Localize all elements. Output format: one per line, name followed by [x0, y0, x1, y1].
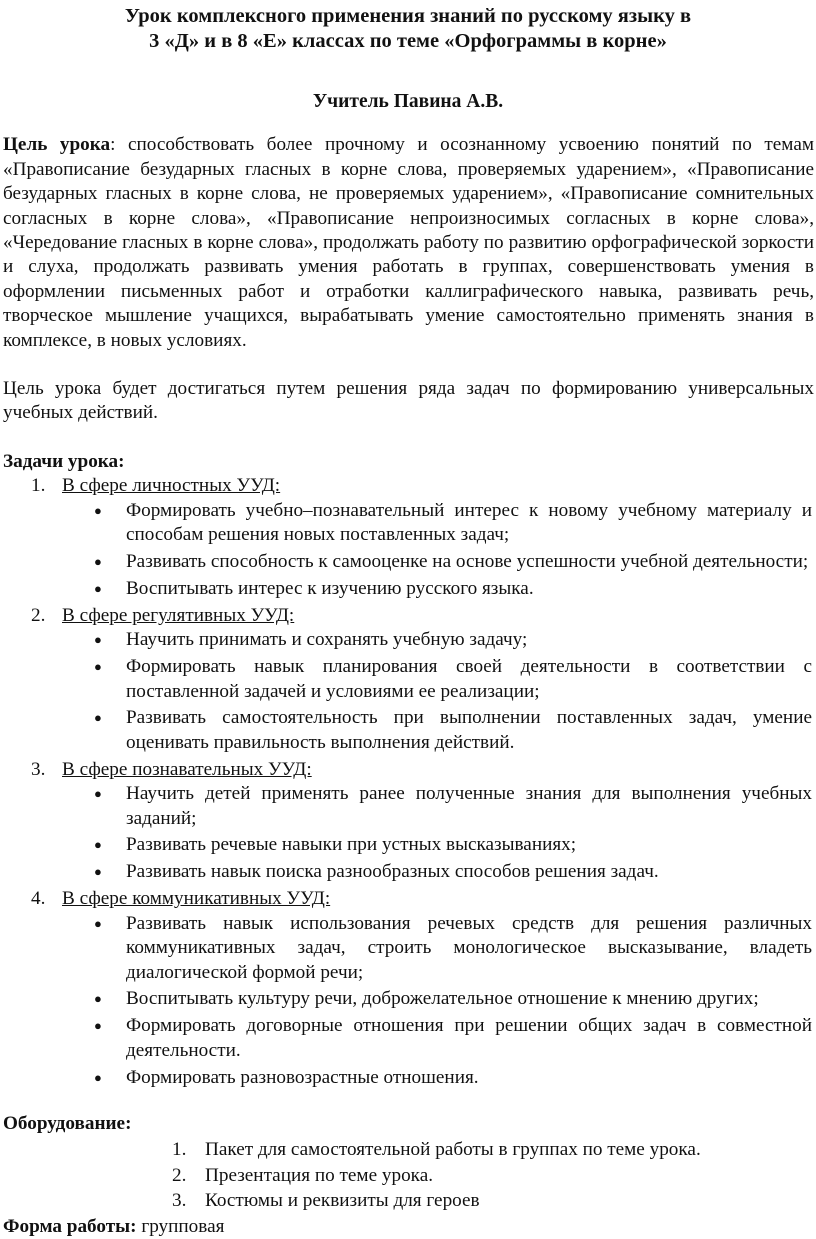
list-item-text: Воспитывать интерес к изучению русского языка.	[126, 577, 534, 599]
list-item	[0, 706, 816, 755]
work-form-value: групповая	[136, 1215, 225, 1237]
task-sphere	[0, 887, 816, 1090]
work-form-label: Форма работы:	[3, 1215, 137, 1237]
equipment-text: Презентация по теме урока.	[205, 1164, 434, 1186]
bullet-icon: ●	[94, 864, 102, 880]
list-item	[0, 782, 816, 831]
sphere-heading	[0, 758, 816, 782]
sphere-title: В сфере личностных УУД:	[62, 475, 281, 497]
list-item	[0, 1014, 816, 1063]
title-line-2: 3 «Д» и в 8 «Е» классах по теме «Орфограммы в корне»	[149, 29, 667, 52]
list-item-text: Формировать учебно–познавательный интерес к новому учебному материалу и способам решения новых поставленных задач;	[126, 499, 812, 546]
equipment-number: 1.	[172, 1139, 187, 1161]
bullet-icon: ●	[94, 580, 102, 596]
list-item	[0, 860, 816, 884]
document-page	[0, 4, 816, 1239]
sphere-bullets	[0, 782, 816, 885]
list-item	[0, 577, 816, 601]
equipment-heading: Оборудование:	[3, 1113, 132, 1135]
sphere-title: В сфере коммуникативных УУД:	[62, 888, 331, 910]
sphere-title: В сфере регулятивных УУД:	[62, 604, 295, 626]
task-sphere	[0, 604, 816, 755]
goal-means: Цель урока будет достигаться путем решения ряда задач по формированию универсальных учебных действий.	[3, 378, 814, 424]
tasks-heading: Задачи урока:	[3, 450, 125, 472]
bullet-icon: ●	[94, 915, 102, 931]
sphere-number: 4.	[31, 888, 46, 910]
sphere-bullets	[0, 628, 816, 755]
bullet-icon: ●	[94, 837, 102, 853]
equipment-text: Пакет для самостоятельной работы в группах по теме урока.	[205, 1139, 701, 1161]
task-sphere	[0, 474, 816, 601]
bullet-icon: ●	[94, 786, 102, 802]
bullet-icon: ●	[94, 710, 102, 726]
tasks-list	[0, 474, 816, 1090]
sphere-title: В сфере познавательных УУД:	[62, 758, 312, 780]
sphere-number: 3.	[31, 758, 46, 780]
sphere-bullets	[0, 499, 816, 602]
bullet-icon: ●	[94, 1018, 102, 1034]
list-item-text: Научить принимать и сохранять учебную задачу;	[126, 629, 528, 651]
list-item-text: Развивать способность к самооценке на основе успешности учебной деятельности;	[126, 551, 809, 572]
bullet-icon: ●	[94, 632, 102, 648]
list-item	[0, 833, 816, 857]
list-item-text: Развивать самостоятельность при выполнении поставленных задач, умение оценивать правильность выполнения действий.	[126, 707, 812, 753]
bullet-icon: ●	[94, 991, 102, 1007]
goal-text: : способствовать более прочному и осознанному усвоению понятий по темам «Правописание безударных гласных в корне слова, проверяемых ударением», «Правописание безударных гласных в корне слова, не проверяемых ударением», «Правописание сомнительных согласных в корне слова», «Правописание непроизносимых согласных в корне слова», «Чередование гласных в корне слова», продолжать работу по развитию орфографической зоркости и слуха, продолжать развивать умения работать в группах, совершенствовать умения в оформлении письменных работ и отработки каллиграфического навыка, развивать речь, творческое мышление учащихся, вырабатывать умение самостоятельно применять знания в комплексе, в новых условиях.	[3, 134, 814, 351]
goal-label: Цель урока	[3, 134, 111, 156]
sphere-heading	[0, 887, 816, 911]
bullet-icon: ●	[94, 554, 102, 569]
list-item	[0, 499, 816, 548]
equipment-item	[0, 1189, 816, 1213]
list-item-text: Формировать навык планирования своей деятельности в соответствии с поставленной задачей и условиями ее реализации;	[126, 656, 812, 702]
bullet-icon: ●	[94, 502, 102, 518]
list-item-text: Формировать разновозрастные отношения.	[126, 1066, 479, 1088]
sphere-bullets	[0, 912, 816, 1090]
list-item	[0, 987, 816, 1011]
list-item	[0, 655, 816, 704]
equipment-number: 3.	[172, 1190, 187, 1212]
list-item-text: Развивать навык использования речевых средств для решения различных коммуникативных задач, строить монологическое высказывание, владеть диалогической формой речи;	[126, 912, 812, 983]
task-sphere	[0, 758, 816, 885]
list-item	[0, 550, 816, 574]
bullet-icon: ●	[94, 1069, 102, 1085]
sphere-heading	[0, 474, 816, 498]
title-line-1: Урок комплексного применения знаний по русскому языку в	[124, 5, 692, 27]
list-item-text: Формировать договорные отношения при решении общих задач в совместной деятельности.	[126, 1015, 812, 1061]
equipment-number: 2.	[172, 1164, 187, 1186]
list-item	[0, 912, 816, 985]
sphere-number: 1.	[31, 475, 46, 497]
list-item	[0, 628, 816, 652]
list-item-text: Развивать речевые навыки при устных высказываниях;	[126, 834, 577, 856]
equipment-item	[0, 1164, 816, 1188]
sphere-number: 2.	[31, 604, 46, 626]
list-item-text: Воспитывать культуру речи, доброжелательное отношение к мнению других;	[126, 988, 759, 1010]
equipment-text: Костюмы и реквизиты для героев	[205, 1190, 480, 1212]
equipment-list	[0, 1138, 816, 1213]
work-form	[0, 1215, 816, 1239]
teacher-name: Учитель Павина А.В.	[312, 91, 504, 112]
bullet-icon: ●	[94, 659, 102, 675]
sphere-heading	[0, 604, 816, 628]
lesson-goal	[0, 133, 816, 353]
list-item	[0, 1066, 816, 1090]
document-title	[0, 4, 816, 53]
list-item-text: Научить детей применять ранее полученные знания для выполнения учебных заданий;	[126, 783, 812, 829]
list-item-text: Развивать навык поиска разнообразных способов решения задач.	[126, 861, 659, 883]
equipment-item	[0, 1138, 816, 1162]
